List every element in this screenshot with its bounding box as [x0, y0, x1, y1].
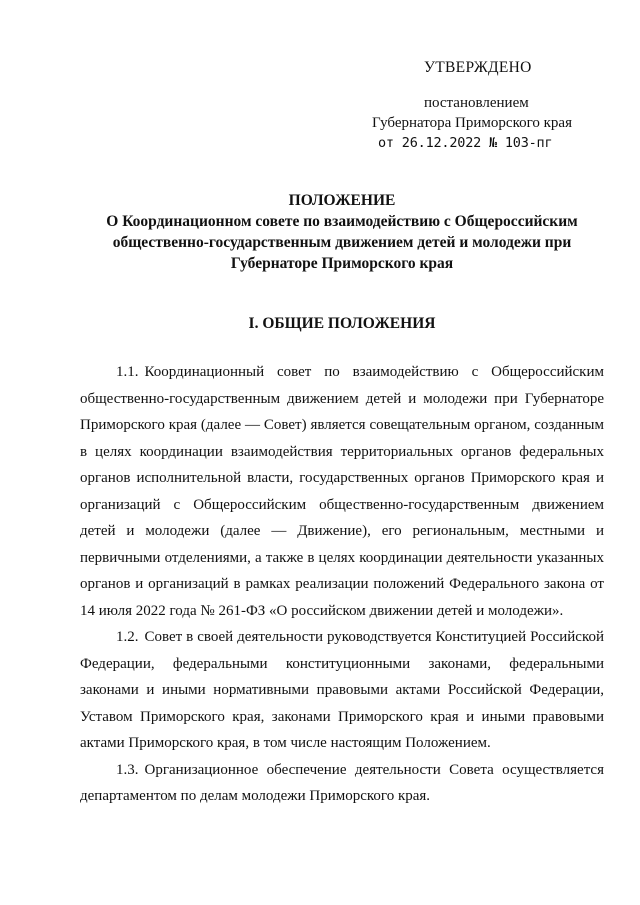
approval-stamp — [372, 58, 612, 153]
section-heading: I. ОБЩИЕ ПОЛОЖЕНИЯ — [248, 315, 436, 332]
paragraph-1-2 — [80, 624, 604, 757]
paragraph-text: Организационное обеспечение деятельности Совета осуществляется департаментом по делам молодежи Приморского края. — [80, 761, 604, 804]
approval-by: постановлением — [424, 95, 529, 111]
document-title-block — [80, 190, 604, 274]
paragraph-text: Координационный совет по взаимодействию с Общероссийским общественно-государственным движением детей и молодежи при Губернаторе Приморского края (далее — Совет) является совещательным органом, созданным в целях координации взаимодействия территориальных органов федеральных органов исполнительной власти, государственных органов Приморского края и организаций с Общероссийским общественно-государственным движением детей и молодежи (далее — Движение), его региональным, местными и первичными отделениями, а также в целях координации деятельности указанных органов и организаций в рамках реализации положений Федерального закона от 14 июля 2022 года № 261-ФЗ «О российском движении детей и молодежи». — [80, 364, 604, 619]
paragraph-1-3 — [80, 757, 604, 810]
paragraph-number: 1.3. — [116, 761, 139, 778]
paragraph-number: 1.1. — [116, 364, 139, 380]
document-heading: ПОЛОЖЕНИЕ — [288, 192, 396, 209]
document-subtitle: О Координационном совете по взаимодействию с Общероссийским общественно-государственным движением детей и молодежи при Губернаторе Приморского края — [106, 213, 578, 272]
paragraph-number: 1.2. — [116, 629, 139, 645]
document-body — [80, 359, 604, 810]
approval-governor: Губернатора Приморского края — [372, 115, 572, 131]
paragraph-1-1 — [80, 359, 604, 624]
paragraph-text: Совет в своей деятельности руководствуется Конституцией Российской Федерации, федеральными конституционными законами, федеральными законами и иными нормативными правовыми актами Российской Федерации, Уставом Приморского края, законами Приморского края и иными правовыми актами Приморского края, в том числе настоящим Положением. — [80, 629, 604, 751]
approval-date: от 26.12.2022 № 103-пг — [378, 135, 553, 151]
approved-label: УТВЕРЖДЕНО — [424, 59, 532, 76]
